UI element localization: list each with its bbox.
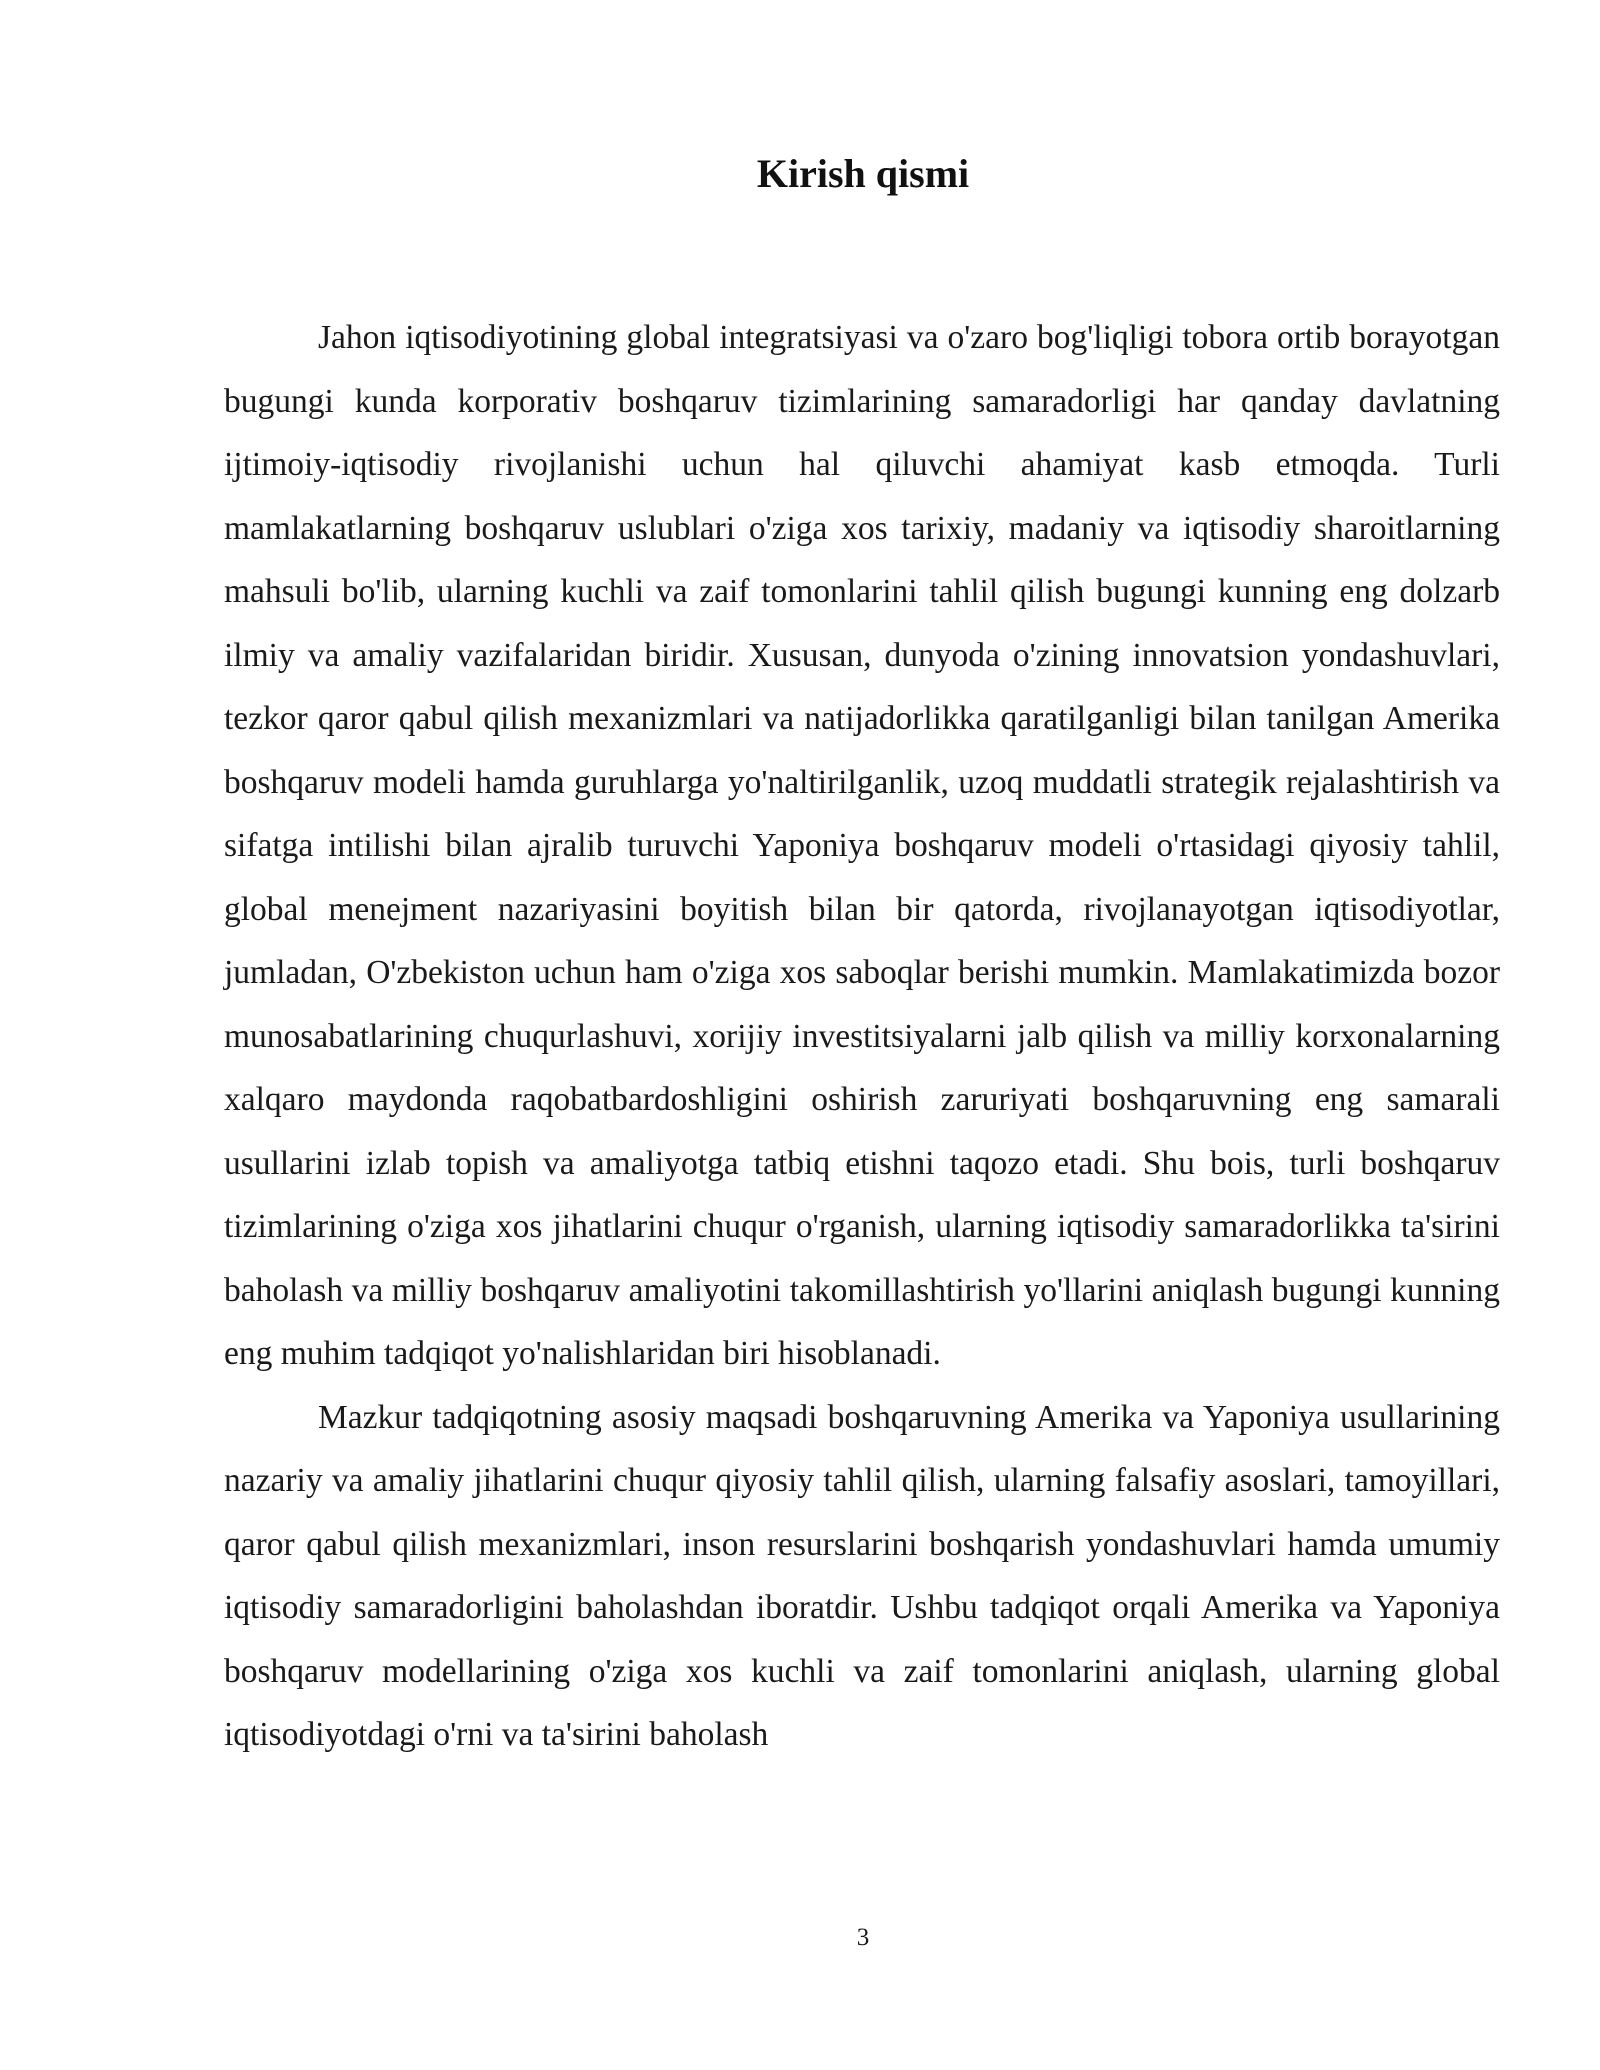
page-number: 3 xyxy=(856,1924,870,1951)
paragraph-1: Jahon iqtisodiyotining global integratsiyasi va o'zaro bog'liqligi tobora ortib borayotgan bugungi kunda korporativ boshqaruv tizimlarining samaradorligi har qanday davlatning ijtimoiy-iqtisodiy rivojlanishi uchun hal qiluvchi ahamiyat kasb etmoqda. Turli mamlakatlarning boshqaruv uslublari o'ziga xos tarixiy, madaniy va iqtisodiy sharoitlarning mahsuli bo'lib, ularning kuchli va zaif tomonlarini tahlil qilish bugungi kunning eng dolzarb ilmiy va amaliy vazifalaridan biridir. Xususan, dunyoda o'zining innovatsion yondashuvlari, tezkor qaror qabul qilish mexanizmlari va natijadorlikka qaratilganligi bilan tanilgan Amerika boshqaruv modeli hamda guruhlarga yo'naltirilganlik, uzoq muddatli strategik rejalashtirish va sifatga intilishi bilan ajralib turuvchi Yaponiya boshqaruv modeli o'rtasidagi qiyosiy tahlil, global menejment nazariyasini boyitish bilan bir qatorda, rivojlanayotgan iqtisodiyotlar, jumladan, O'zbekiston uchun ham o'ziga xos saboqlar berishi mumkin. Mamlakatimizda bozor munosabatlarining chuqurlashuvi, xorijiy investitsiyalarni jalb qilish va milliy korxonalarning xalqaro maydonda raqobatbardoshligini oshirish zaruriyati boshqaruvning eng samarali usullarini izlab topish va amaliyotga tatbiq etishni taqozo etadi. Shu bois, turli boshqaruv tizimlarining o'ziga xos jihatlarini chuqur o'rganish, ularning iqtisodiy samaradorlikka ta'sirini baholash va milliy boshqaruv amaliyotini takomillashtirish yo'llarini aniqlash bugungi kunning eng muhim tadqiqot yo'nalishlaridan biri hisoblanadi. xyxy=(224,319,1500,1372)
paragraph-2: Mazkur tadqiqotning asosiy maqsadi boshqaruvning Amerika va Yaponiya usullarining nazariy va amaliy jihatlarini chuqur qiyosiy tahlil qilish, ularning falsafiy asoslari, tamoyillari, qaror qabul qilish mexanizmlari, inson resurslarini boshqarish yondashuvlari hamda umumiy iqtisodiy samaradorligini baholashdan iboratdir. Ushbu tadqiqot orqali Amerika va Yaponiya boshqaruv modellarining o'ziga xos kuchli va zaif tomonlarini aniqlash, ularning global iqtisodiyotdagi o'rni va ta'sirini baholash xyxy=(224,1398,1500,1753)
page-title: Kirish qismi xyxy=(756,151,970,196)
body-text xyxy=(224,306,1500,1767)
